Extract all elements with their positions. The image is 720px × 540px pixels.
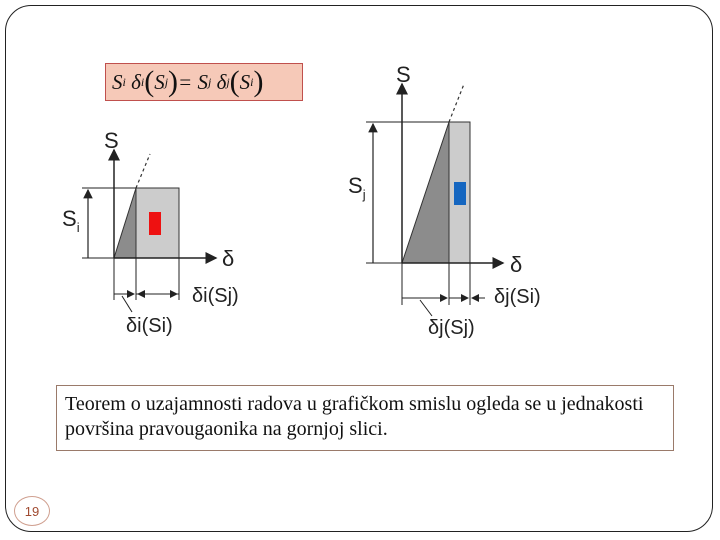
formula-s: S [112, 69, 123, 94]
left-disp-top-label: δi(Sj) [192, 285, 239, 307]
right-force-label [348, 173, 366, 202]
left-disp-bottom-label: δi(Si) [126, 315, 173, 337]
page-number-badge [14, 496, 50, 526]
formula-paren: ( [229, 65, 240, 98]
right-marker [454, 182, 466, 205]
right-s-axis-label: S [396, 62, 411, 87]
caption-text: Teorem o uzajamnosti radova u grafičkom smislu ogleda se u jednakosti površina pravougaonika na gornjoj slici. [65, 393, 644, 440]
caption-box [56, 385, 674, 451]
right-work-triangle [402, 122, 449, 263]
formula-sub: j [164, 74, 169, 89]
formula-s: S [154, 69, 165, 94]
right-disp-top-label: δj(Si) [494, 286, 541, 308]
left-force-sub: i [76, 220, 80, 235]
formula-sub: i [140, 74, 145, 89]
left-delta-axis-label: δ [222, 246, 235, 271]
formula-sub: i [250, 74, 254, 89]
formula-sub: j [207, 74, 212, 89]
left-force-label [62, 206, 80, 235]
right-disp-leader [420, 300, 432, 316]
right-force-letter: S [348, 173, 363, 198]
formula-delta: δ [131, 69, 141, 94]
page-number: 19 [24, 503, 40, 519]
formula-s: S [197, 69, 208, 94]
formula-sub: i [122, 74, 126, 89]
right-delta-axis-label: δ [510, 252, 523, 277]
left-load-line-extension [136, 154, 150, 188]
formula-equals: = [178, 69, 193, 94]
formula-sub: j [226, 74, 230, 89]
formula-s: S [239, 69, 251, 94]
left-force-letter: S [62, 206, 77, 231]
right-load-line-extension [449, 84, 464, 122]
left-disp-leader [122, 296, 132, 312]
left-work-triangle [114, 188, 136, 258]
formula-paren: ( [144, 65, 155, 98]
right-force-sub: j [362, 187, 366, 202]
formula-paren: ) [168, 65, 179, 98]
formula-delta: δ [216, 69, 227, 94]
right-disp-bottom-label: δj(Sj) [428, 317, 475, 339]
left-s-axis-label: S [104, 128, 119, 153]
formula-paren: ) [253, 65, 264, 98]
left-marker [149, 212, 161, 235]
